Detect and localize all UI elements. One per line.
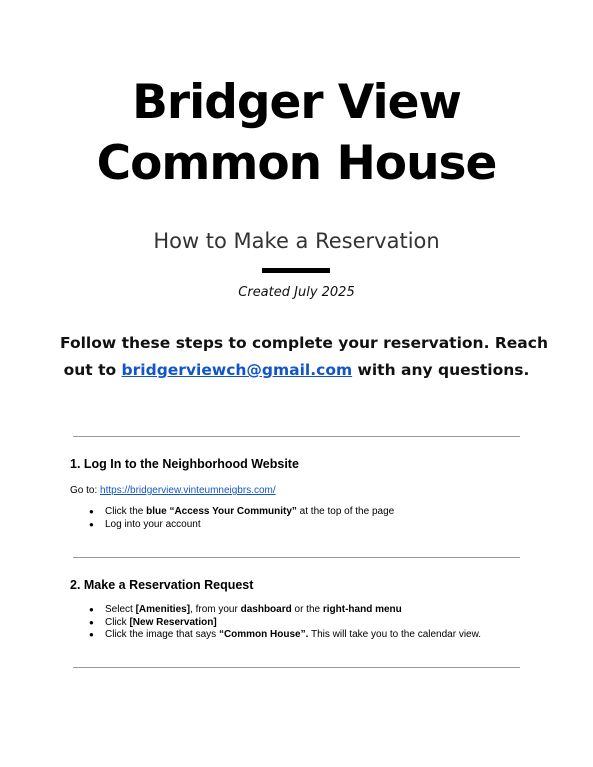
email-link[interactable]: bridgerviewch@gmail.com — [121, 361, 353, 379]
intro-line-2 — [60, 357, 533, 384]
title-line-2: Common House — [96, 136, 497, 191]
reservation-steps-list — [70, 604, 481, 642]
bullet-icon: ● — [89, 507, 94, 516]
step-emphasis: [Amenities] — [135, 604, 191, 615]
section-divider-1 — [73, 436, 520, 437]
website-link[interactable]: https://bridgerview.vinteumneigbrs.com/ — [100, 485, 276, 496]
list-item — [70, 519, 394, 532]
section-divider-2 — [73, 557, 520, 558]
step-text: Log into your account — [105, 518, 201, 530]
step-emphasis: dashboard — [240, 604, 292, 615]
step-emphasis: right-hand menu — [322, 604, 402, 615]
step-text: or the — [291, 604, 323, 615]
step-emphasis: “Common House”. — [218, 629, 309, 640]
intro-paragraph — [60, 330, 548, 384]
bullet-icon: ● — [89, 617, 94, 627]
step-text: Select — [105, 604, 136, 615]
bullet-icon: ● — [89, 630, 94, 639]
accent-divider — [262, 268, 330, 273]
step-text: Click the image that says — [105, 629, 219, 640]
step-emphasis: blue “Access Your Community” — [146, 506, 297, 517]
section-reservation-heading: 2. Make a Reservation Request — [70, 578, 254, 592]
list-item — [70, 629, 481, 642]
section-divider-3 — [73, 667, 520, 668]
bullet-icon: ● — [89, 519, 94, 529]
section-login — [70, 457, 394, 531]
list-item — [70, 604, 481, 617]
step-text: , from your — [190, 604, 241, 615]
list-item — [70, 617, 481, 630]
step-emphasis: [New Reservation] — [129, 616, 217, 628]
list-item — [70, 506, 394, 519]
page-subtitle: How to Make a Reservation — [153, 229, 440, 253]
intro-line-1: Follow these steps to complete your reservation. Reach — [60, 334, 548, 352]
title-line-1: Bridger View — [132, 75, 461, 130]
login-steps-list — [70, 506, 394, 531]
intro-suffix: with any questions. — [352, 361, 530, 379]
section-reservation — [70, 578, 481, 642]
step-text: Click — [105, 616, 130, 628]
step-text: This will take you to the calendar view. — [308, 629, 482, 640]
step-text: Click the — [105, 506, 147, 517]
section-login-heading: 1. Log In to the Neighborhood Website — [70, 457, 299, 471]
step-text: at the top of the page — [296, 506, 395, 517]
created-date: Created July 2025 — [238, 285, 355, 300]
intro-prefix: out to — [63, 361, 122, 379]
goto-line — [70, 485, 394, 496]
goto-label: Go to: — [70, 485, 101, 496]
bullet-icon: ● — [89, 605, 94, 614]
page-title — [0, 72, 593, 194]
